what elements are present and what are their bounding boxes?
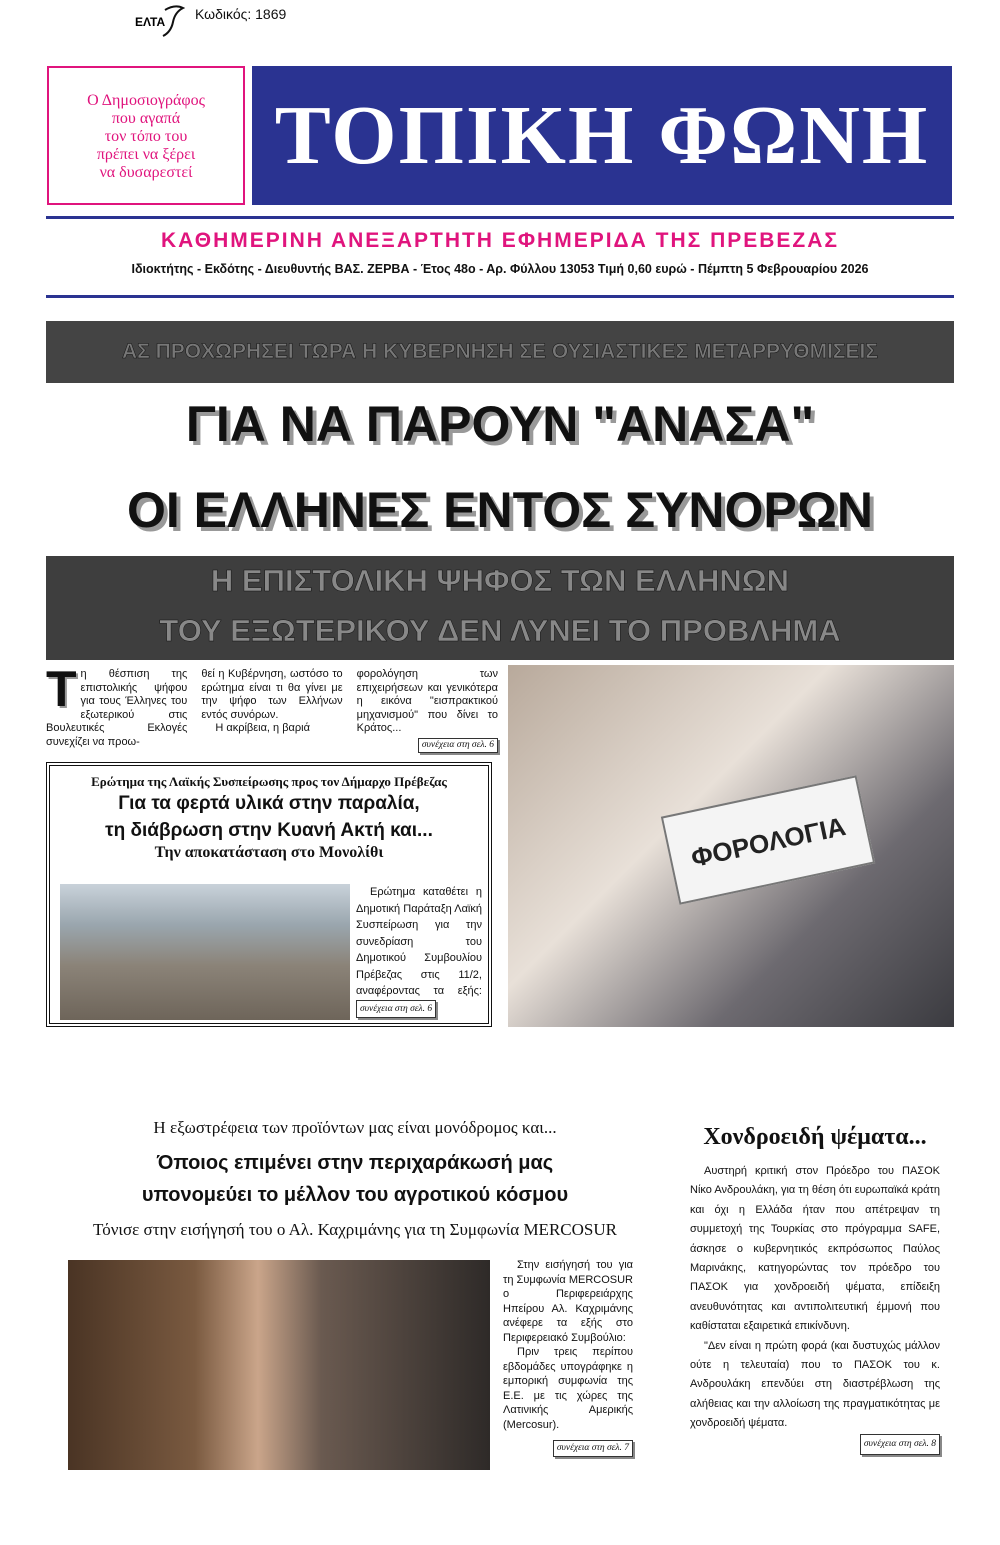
lead-kicker: ΑΣ ΠΡΟΧΩΡΗΣΕΙ ΤΩΡΑ Η ΚΥΒΕΡΝΗΣΗ ΣΕ ΟΥΣΙΑΣΤΙΚΕΣ ΜΕΤΑΡΡΥΘΜΙΣΕΙΣ: [46, 321, 954, 383]
mercosur-subhead: Τόνισε στην εισήγησή του ο Αλ. Καχριμάνης για τη Συμφωνία MERCOSUR: [93, 1220, 617, 1239]
kachrimanis-photo: [68, 1260, 490, 1470]
tax-folder-photo: [508, 665, 954, 1027]
headline-line: υπονομεύει το μέλλον του αγροτικού κόσμου: [141, 1184, 569, 1206]
continued-link[interactable]: συνέχεια στη σελ. 8: [860, 1434, 940, 1455]
divider: [46, 295, 954, 298]
continued-link[interactable]: συνέχεια στη σελ. 6: [356, 1000, 436, 1019]
imprint: Ιδιοκτήτης - Εκδότης - Διευθυντής ΒΑΣ. ΖΕΡΒΑ - Έτος 48ο - Αρ. Φύλλου 13053 Τιμή 0,60 ευρώ - Πέμπτη 5 Φεβρουαρίου 2026: [131, 262, 869, 276]
elta-logo: [135, 2, 185, 40]
beach-photo: [60, 884, 350, 1020]
lead-column-2: [201, 668, 342, 753]
mercosur-headline: [60, 1147, 650, 1211]
motto-line: που αγαπά: [111, 110, 181, 127]
box-body-text: Ερώτημα καταθέτει η Δημοτική Παράταξη Λαϊκή Συσπείρωση για την συνεδρίαση του Δημοτικού Συμβουλίου Πρέβεζας στις 11/2, αναφέροντας τα εξής:: [356, 886, 482, 997]
paragraph: Πριν τρεις περίπου εβδομάδες υπογράφηκε η εμπορική συμφωνία της Ε.Ε. με τις χώρες της Λατινικής Αμερικής (Mercosur).: [503, 1346, 633, 1431]
lead-subheadline: [46, 556, 954, 660]
continued-link[interactable]: συνέχεια στη σελ. 7: [553, 1440, 633, 1457]
headline-line: Όποιος επιμένει στην περιχαράκωσή μας: [156, 1152, 554, 1174]
box-headline: Για τα φερτά υλικά στην παραλία,: [118, 793, 420, 814]
column-text: Η ακρίβεια, η βαριά: [215, 722, 310, 734]
lead-body: [46, 661, 498, 753]
subheadline-line: Η ΕΠΙΣΤΟΛΙΚΗ ΨΗΦΟΣ ΤΩΝ ΕΛΛΗΝΩΝ: [210, 563, 790, 598]
paragraph: "Δεν είναι η πρώτη φορά (και δυστυχώς μάλλον ούτε η τελευταία) που το ΠΑΣΟΚ του κ. Ανδρουλάκη επενδύει στη διαστρέβλωση της αλήθειας και την αλλοίωση της πραγματικότητας με χονδροειδή ψέματα.: [690, 1339, 940, 1430]
tagline: ΚΑΘΗΜΕΡΙΝΗ ΑΝΕΞΑΡΤΗΤΗ ΕΦΗΜΕΡΙΔΑ ΤΗΣ ΠΡΕΒΕΖΑΣ: [160, 229, 840, 252]
psemata-headline: Χονδροειδή ψέματα...: [703, 1124, 927, 1150]
lead-headline-2: ΟΙ ΕΛΛΗΝΕΣ ΕΝΤΟΣ ΣΥΝΟΡΩΝ: [127, 482, 873, 538]
motto-line: πρέπει να ξέρει: [96, 146, 196, 163]
column-text: θεί η Κυβέρνηση, ωστόσο το ερώτημα είναι τι θα γίνει με την ψήφο των Ελλήνων εντός συνόρων.: [201, 668, 343, 721]
drop-cap: Τ: [46, 661, 77, 717]
motto-line: τον τόπο του: [104, 128, 188, 145]
divider: [46, 216, 954, 219]
lead-column-3: [357, 668, 498, 753]
elta-logo-text: ΕΛΤΑ: [135, 15, 166, 29]
lead-headline-1: ΓΙΑ ΝΑ ΠΑΡΟΥΝ "ΑΝΑΣΑ": [185, 396, 815, 452]
subheadline-line: ΤΟΥ ΕΞΩΤΕΡΙΚΟΥ ΔΕΝ ΛΥΝΕΙ ΤΟ ΠΡΟΒΛΗΜΑ: [159, 613, 841, 648]
box-kicker: Ερώτημα της Λαϊκής Συσπείρωσης προς τον Δήμαρχο Πρέβεζας: [91, 774, 447, 789]
postal-code: Κωδικός: 1869: [195, 6, 287, 22]
boxed-article: [46, 762, 492, 1027]
motto-box: [47, 66, 245, 205]
continued-link[interactable]: συνέχεια στη σελ. 6: [418, 738, 498, 754]
mercosur-kicker: Η εξωστρέφεια των προϊόντων μας είναι μονόδρομος και...: [153, 1118, 557, 1137]
mercosur-body: [503, 1258, 633, 1457]
box-headline: τη διάβρωση στην Κυανή Ακτή και...: [105, 820, 433, 841]
paragraph: Αυστηρή κριτική στον Πρόεδρο του ΠΑΣΟΚ Νίκο Ανδρουλάκη, για τη θέση ότι ευρωπαϊκά κράτη και όχι η Ελλάδα ήταν που απέτρεψαν τη συμμετοχή της Τουρκίας στο πρόγραμμα SAFE, άσκησε ο κυβερνητικός εκπρόσωπος Παύλος Μαρινάκης, κατηγορώντας τον πρόεδρο του ΠΑΣΟΚ για χονδροειδή ψέματα, επίδειξη ανευθυνότητας και αντιπολιτευτική έμμονή που καθίσταται εξαιρετικά επικίνδυνη.: [690, 1165, 940, 1333]
column-text: η θέσπιση της επιστολικής ψήφου για τους Έλληνες του εξωτερικού στις Βουλευτικές Εκλογές συνεχίζει να προω-: [46, 668, 188, 748]
column-text: φορολόγηση των επιχειρήσεων και γενικότερα η εικόνα "εισπρακτικού μηχανισμού" που δίνει το Κράτος...: [356, 668, 498, 734]
motto-line: να δυσαρεστεί: [99, 164, 193, 181]
box-body: [356, 884, 482, 1018]
newspaper-title: ΤΟΠΙΚΗ ΦΩΝΗ: [252, 66, 952, 205]
lead-column-1: [46, 661, 188, 753]
motto-line: Ο Δημοσιογράφος: [87, 92, 205, 109]
box-subhead: Την αποκατάσταση στο Μονολίθι: [154, 844, 384, 861]
psemata-body: [690, 1162, 940, 1455]
paragraph: Στην εισήγησή του για τη Συμφωνία MERCOSUR ο Περιφερειάρχης Ηπείρου Αλ. Καχριμάνης ανέφερε τα εξής στο Περιφερειακό Συμβούλιο:: [503, 1259, 633, 1344]
folder-label: ΦΟΡΟΛΟΓΙΑ: [661, 775, 875, 905]
